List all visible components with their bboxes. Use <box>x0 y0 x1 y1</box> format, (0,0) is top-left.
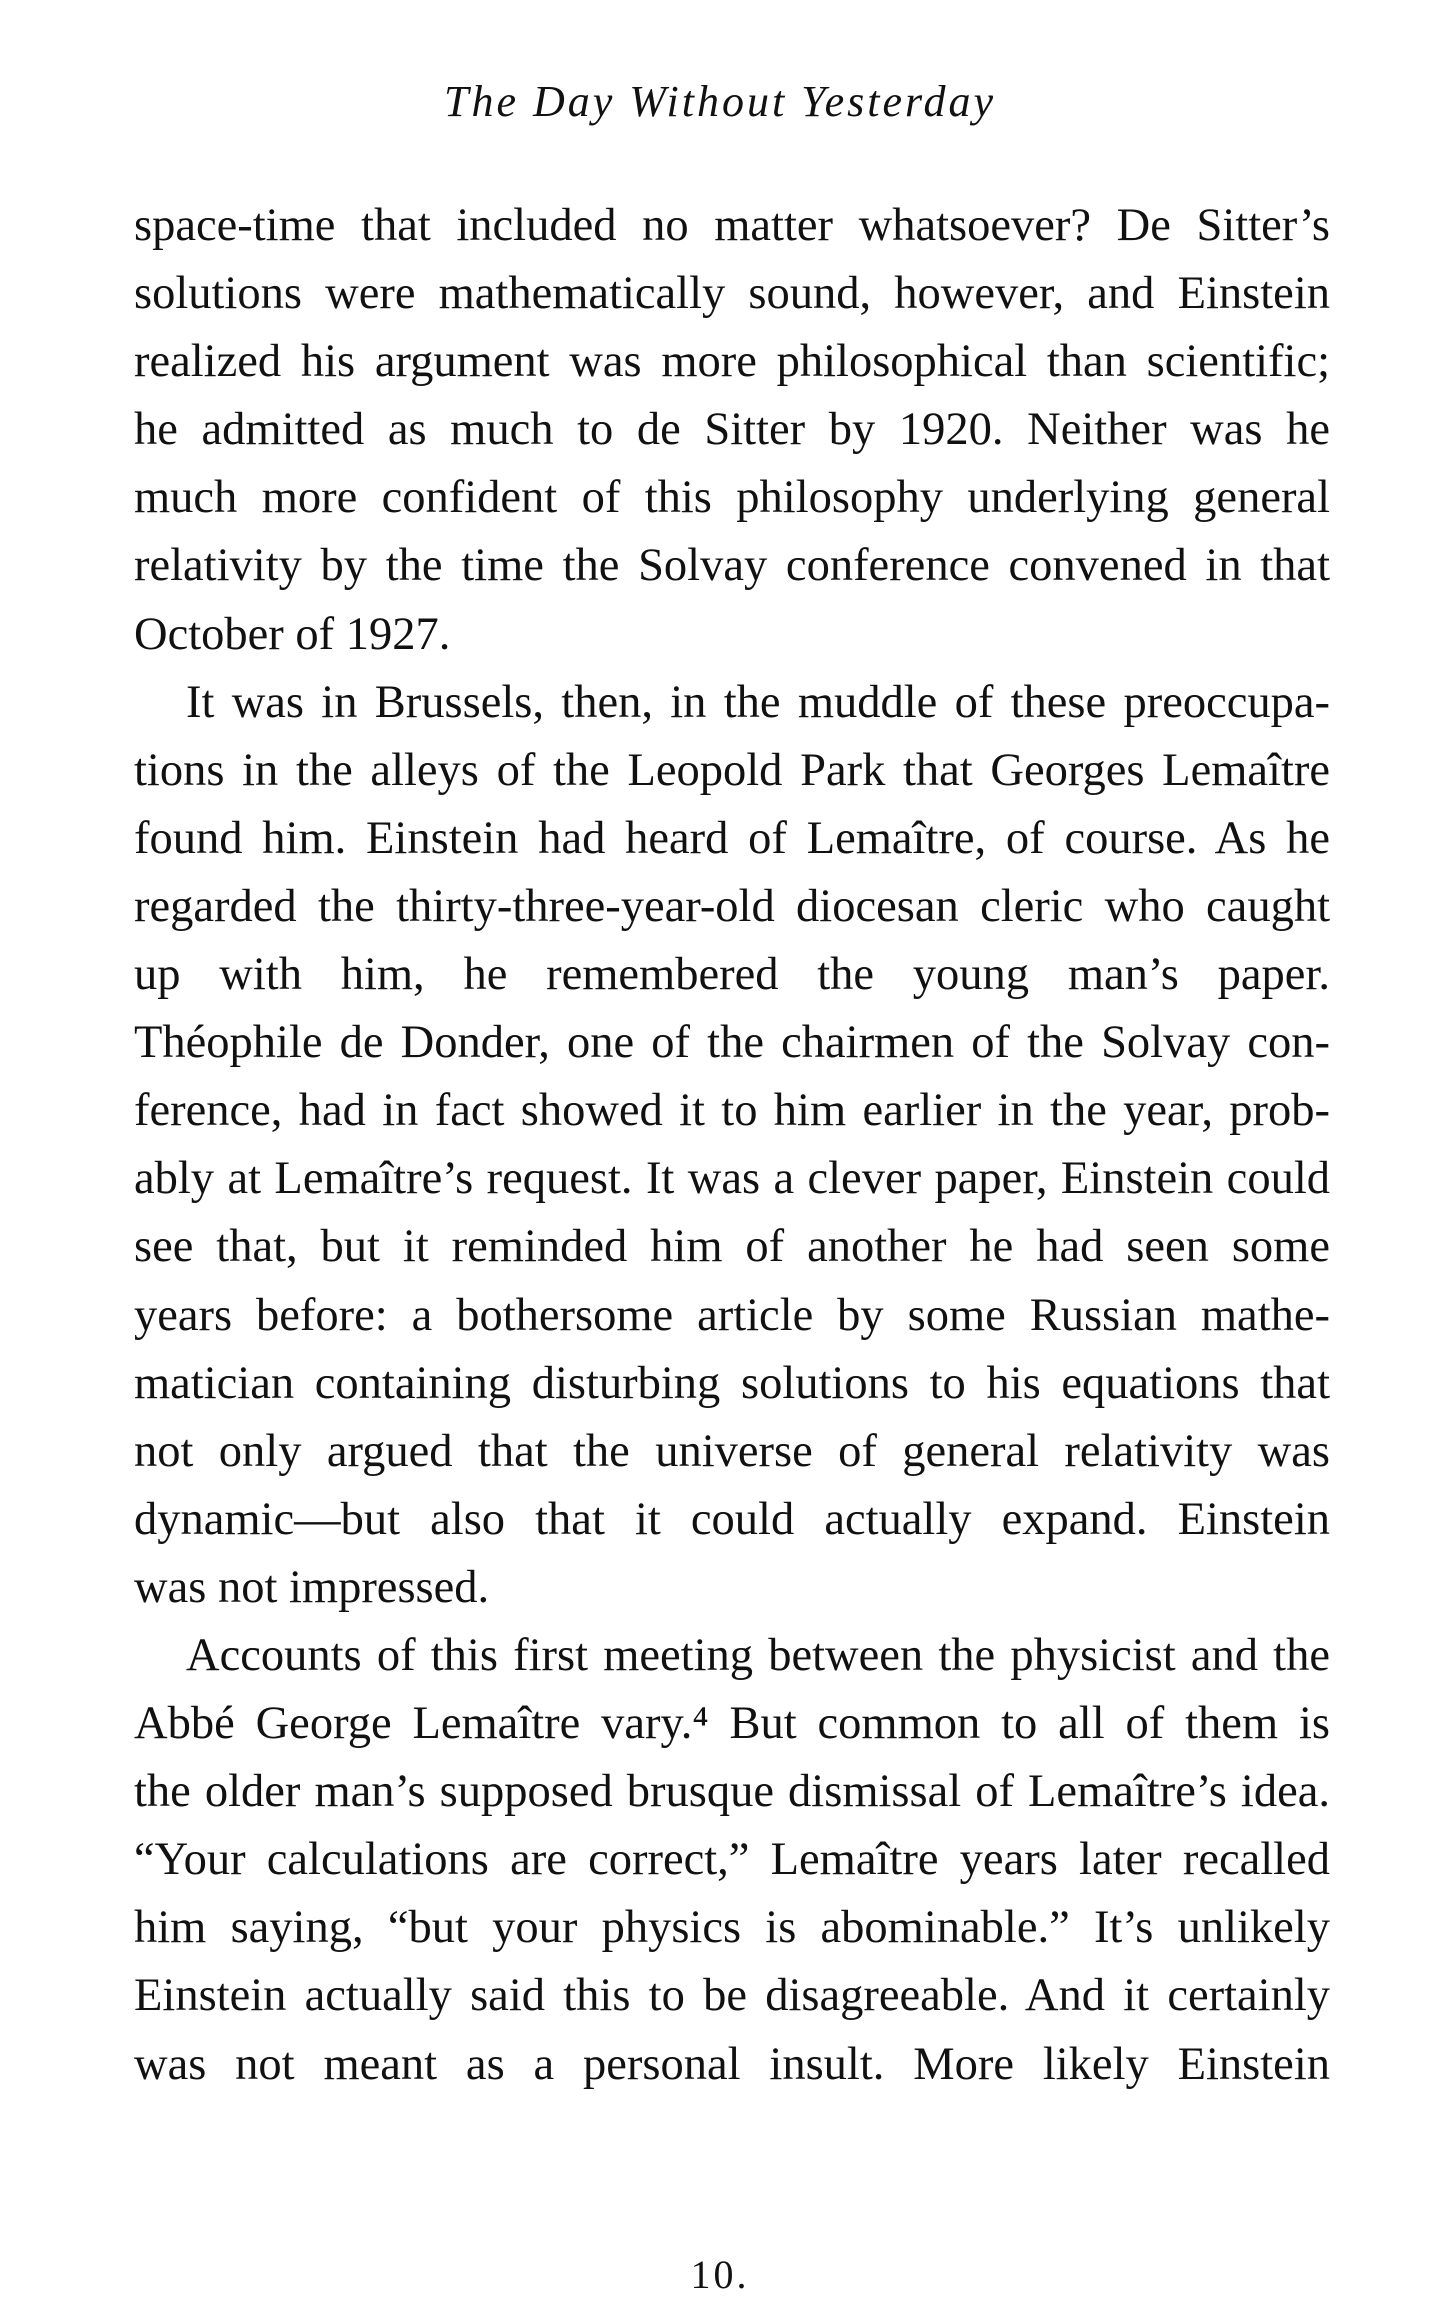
text-line: see that, but it reminded him of another he had seen some <box>134 1221 1330 1273</box>
text-line: regarded the thirty-three-year-old diocesan cleric who caught <box>134 880 1330 932</box>
text-line: ably at Lemaître’s request. It was a clever paper, Einstein could <box>134 1153 1330 1205</box>
text-line: much more confident of this philosophy underlying general <box>134 472 1330 524</box>
text-line: Accounts of this first meeting between the physicist and the <box>186 1629 1330 1681</box>
text-line: ference, had in fact showed it to him earlier in the year, prob- <box>134 1085 1330 1137</box>
body-text <box>134 192 1330 2099</box>
text-line: space-time that included no matter whatsoever? De Sitter’s <box>134 200 1330 251</box>
text-line: It was in Brussels, then, in the muddle of these preoccupa- <box>186 676 1330 728</box>
text-line: was not impressed. <box>134 1561 490 1613</box>
text-line: Abbé George Lemaître vary.⁴ But common to all of them is <box>134 1698 1330 1750</box>
text-line: him saying, “but your physics is abominable.” It’s unlikely <box>134 1902 1330 1954</box>
text-line: Théophile de Donder, one of the chairmen of the Solvay con- <box>134 1017 1330 1069</box>
text-line: was not meant as a personal insult. More likely Einstein <box>134 2038 1330 2090</box>
text-line: up with him, he remembered the young man’s paper. <box>134 949 1330 1001</box>
page-number: 10. <box>690 2252 750 2297</box>
text-line: not only argued that the universe of general relativity was <box>134 1425 1330 1477</box>
text-line: found him. Einstein had heard of Lemaître, of course. As he <box>134 812 1330 864</box>
paragraph <box>134 1622 1330 2099</box>
text-line: realized his argument was more philosophical than scientific; <box>134 336 1330 388</box>
text-line: matician containing disturbing solutions to his equations that <box>134 1357 1330 1409</box>
text-line: the older man’s supposed brusque dismissal of Lemaître’s idea. <box>134 1766 1330 1818</box>
text-line: he admitted as much to de Sitter by 1920. Neither was he <box>134 404 1330 456</box>
paragraph <box>134 669 1330 1622</box>
text-line: years before: a bothersome article by some Russian mathe- <box>134 1289 1330 1341</box>
paragraph <box>134 192 1330 669</box>
running-head: The Day Without Yesterday <box>443 77 997 126</box>
text-line: relativity by the time the Solvay conference convened in that <box>134 540 1330 592</box>
text-line: October of 1927. <box>134 608 451 660</box>
text-line: tions in the alleys of the Leopold Park that Georges Lemaître <box>134 744 1330 796</box>
text-line: solutions were mathematically sound, however, and Einstein <box>134 268 1330 320</box>
text-line: Einstein actually said this to be disagreeable. And it certainly <box>134 1970 1330 2022</box>
text-line: “Your calculations are correct,” Lemaître years later recalled <box>134 1834 1330 1886</box>
text-line: dynamic—but also that it could actually expand. Einstein <box>134 1493 1330 1545</box>
